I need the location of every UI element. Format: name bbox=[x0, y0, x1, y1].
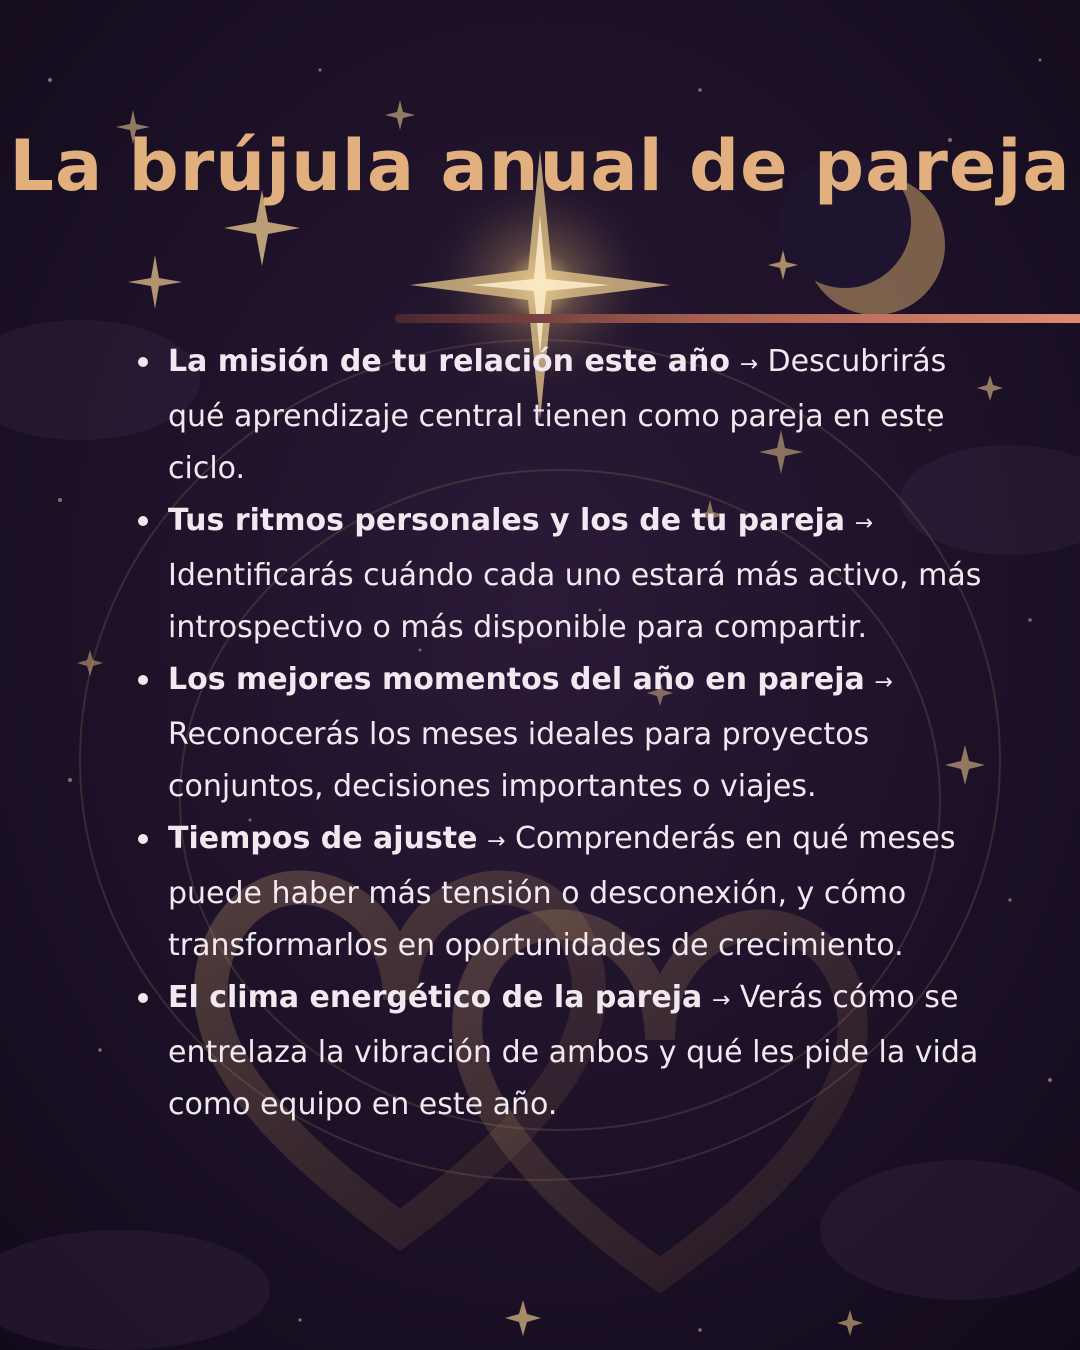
arrow-icon: → bbox=[711, 988, 731, 1013]
list-item bbox=[134, 654, 994, 813]
list-item bbox=[134, 972, 994, 1131]
item-heading: Tiempos de ajuste bbox=[168, 821, 478, 856]
bullet-icon bbox=[138, 993, 148, 1003]
item-heading: El clima energético de la pareja bbox=[168, 980, 703, 1015]
item-body: Identificarás cuándo cada uno estará más activo, más introspectivo o más disponible para compartir. bbox=[168, 558, 982, 645]
feature-list bbox=[134, 336, 994, 1131]
item-heading: Los mejores momentos del año en pareja bbox=[168, 662, 865, 697]
page-title: La brújula anual de pareja bbox=[9, 125, 1071, 207]
list-item bbox=[134, 336, 994, 495]
item-body: Reconocerás los meses ideales para proyectos conjuntos, decisiones importantes o viajes. bbox=[168, 717, 870, 804]
item-heading: Tus ritmos personales y los de tu pareja bbox=[168, 503, 846, 538]
item-body: Comprenderás en qué meses puede haber más tensión o desconexión, y cómo transformarlos en oportunidades de crecimiento. bbox=[168, 821, 956, 963]
list-item bbox=[134, 495, 994, 654]
title-underline bbox=[395, 314, 1080, 323]
list-item bbox=[134, 813, 994, 972]
bullet-icon bbox=[138, 357, 148, 367]
arrow-icon: → bbox=[486, 829, 506, 854]
item-body: Descubrirás qué aprendizaje central tienen como pareja en este ciclo. bbox=[168, 344, 947, 486]
bullet-icon bbox=[138, 675, 148, 685]
bullet-icon bbox=[138, 516, 148, 526]
item-heading: La misión de tu relación este año bbox=[168, 344, 731, 379]
bullet-icon bbox=[138, 834, 148, 844]
arrow-icon: → bbox=[739, 352, 758, 377]
arrow-icon: → bbox=[874, 670, 893, 695]
arrow-icon: → bbox=[854, 511, 874, 536]
item-body: Verás cómo se entrelaza la vibración de ambos y qué les pide la vida como equipo en este año. bbox=[168, 980, 979, 1122]
